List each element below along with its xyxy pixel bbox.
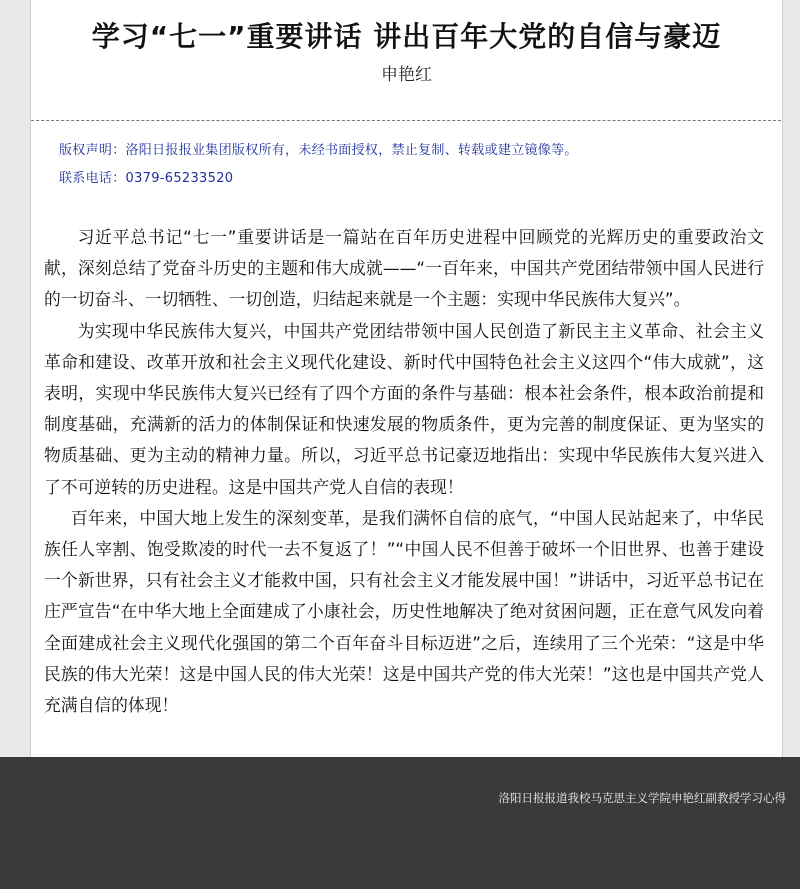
article-author: 申艳红 (381, 65, 432, 85)
copyright-notice: 版权声明：洛阳日报报业集团版权所有，未经书面授权，禁止复制、转载或建立镜像等。 (59, 143, 578, 158)
dashed-divider (30, 120, 783, 121)
article-paragraph: 习近平总书记“七一”重要讲话是一篇站在百年历史进程中回顾党的光辉历史的重要政治文献，深刻总结了党奋斗历史的主题和伟大成就——“一百年来，中国共产党团结带领中国人民进行的一切奋斗、一切牺牲、一切创造，归结起来就是一个主题：实现中华民族伟大复兴”。 (44, 227, 764, 310)
contact-phone: 联系电话：0379-65233520 (59, 171, 234, 186)
notice-block (59, 137, 578, 193)
newspaper-clipping (30, 0, 783, 757)
article-paragraph: 为实现中华民族伟大复兴，中国共产党团结带领中国人民创造了新民主主义革命、社会主义革命和建设、改革开放和社会主义现代化建设、新时代中国特色社会主义这四个“伟大成就”，这表明，实现中华民族伟大复兴已经有了四个方面的条件与基础：根本社会条件，根本政治前提和制度基础，充满新的活力的体制保证和快速发展的物质条件，更为完善的制度保证、更为坚实的物质基础、更为主动的精神力量。所以，习近平总书记豪迈地指出：实现中华民族伟大复兴进入了不可逆转的历史进程。这是中国共产党人自信的表现！ (44, 320, 764, 497)
caption-bar (0, 757, 800, 889)
article-body (44, 222, 764, 721)
article-paragraph: 百年来，中国大地上发生的深刻变革，是我们满怀自信的底气，“中国人民站起来了，中华民族任人宰割、饱受欺凌的时代一去不复返了！”“中国人民不但善于破坏一个旧世界、也善于建设一个新世界，只有社会主义才能救中国，只有社会主义才能发展中国！”讲话中，习近平总书记在庄严宣告“在中华大地上全面建成了小康社会，历史性地解决了绝对贫困问题，正在意气风发向着全面建成社会主义现代化强国的第二个百年奋斗目标迈进”之后，连续用了三个光荣：“这是中华民族的伟大光荣！这是中国人民的伟大光荣！这是中国共产党的伟大光荣！”这也是中国共产党人充满自信的体现！ (44, 507, 764, 716)
image-caption: 洛阳日报报道我校马克思主义学院申艳红副教授学习心得 (498, 791, 786, 805)
article-title: 学习“七一”重要讲话 讲出百年大党的自信与豪迈 (91, 20, 722, 53)
